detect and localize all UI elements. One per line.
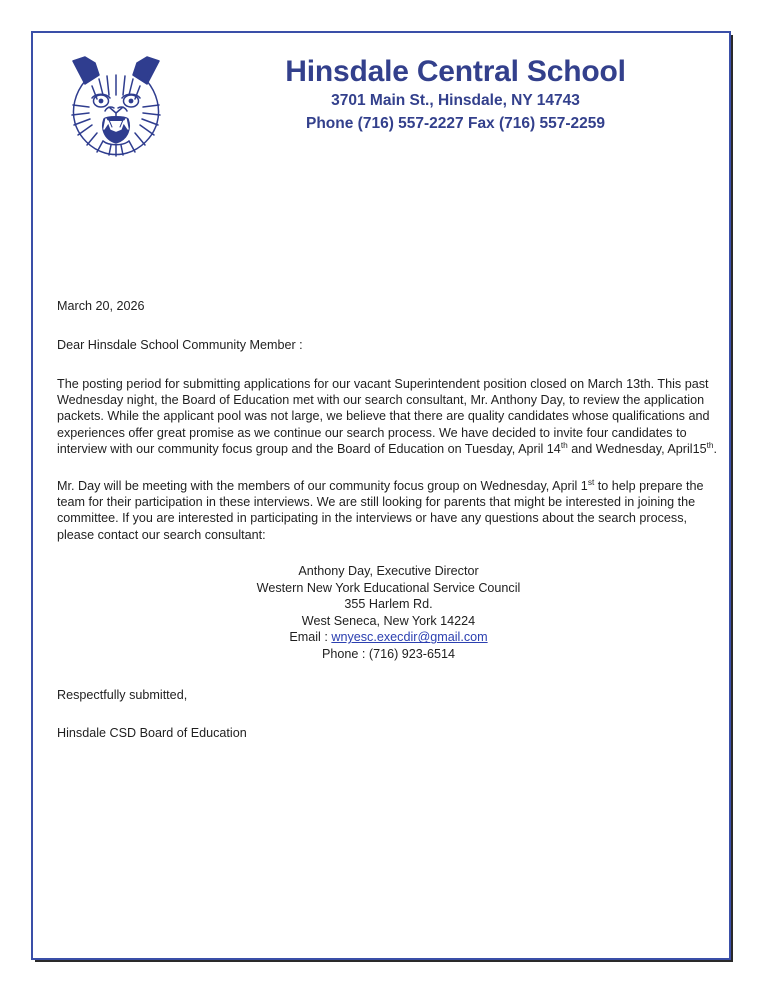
letter-salutation: Dear Hinsdale School Community Member : [57, 338, 303, 353]
consultant-name-title: Anthony Day, Executive Director [298, 563, 479, 578]
letter-closing: Respectfully submitted, [57, 687, 188, 702]
email-label: Email : [289, 630, 332, 645]
paragraph-2-text-part-1: Mr. Day will be meeting with the members of our community focus group on Wednesday, April 1 [57, 478, 588, 493]
consultant-email-link[interactable]: wnyesc.execdir@gmail.com [331, 630, 488, 645]
consultant-organization: Western New York Educational Service Council [256, 580, 521, 595]
consultant-phone: Phone : (716) 923-6514 [321, 647, 456, 661]
paragraph-1-text-part-2: and Wednesday, April15 [567, 442, 707, 457]
consultant-contact-block [57, 563, 720, 663]
paragraph-1-text-part-1: The posting period for submitting applications for our vacant Superintendent position closed on March 13th. This past Wednesday night, the Board of Education met with our search consultant, Mr. Anthony Day, to review the application packets. While the applicant pool was not large, we believe that there are quality candidates whose qualifications and experiences offer great promise as we continue our search process. We have decided to invite four candidates to interview with our community focus group and the Board of Education on Tuesday, April 14 [57, 376, 710, 457]
paragraph-1-text-part-3: . [713, 442, 718, 457]
paragraph-2-text-part-2: to help prepare the team for their participation in these interviews. We are still looking for parents that might be interested in joining the committee. If you are interested in participating in the interviews or have any questions about the search process, please contact our search consultant: [57, 478, 704, 542]
school-phone-fax: Phone (716) 557-2227 Fax (716) 557-2259 [306, 114, 605, 132]
letter-body [57, 298, 720, 741]
letterhead-text [193, 55, 718, 135]
school-address: 3701 Main St., Hinsdale, NY 14743 [331, 91, 580, 109]
letter-paragraph-1 [57, 376, 720, 458]
paragraph-1-ordinal-suffix-1: th [560, 439, 568, 450]
paragraph-1-ordinal-suffix-2: th [706, 439, 714, 450]
school-name: Hinsdale Central School [285, 55, 626, 88]
letter-date: March 20, 2026 [57, 299, 145, 313]
page-border-frame [31, 31, 731, 960]
letter-signature: Hinsdale CSD Board of Education [57, 725, 247, 740]
consultant-email-line [57, 629, 720, 646]
paragraph-2-ordinal-suffix: st [587, 476, 595, 487]
letter-paragraph-2 [57, 478, 720, 543]
consultant-city-state-zip: West Seneca, New York 14224 [301, 613, 476, 628]
letterhead [33, 43, 733, 173]
consultant-street-address: 355 Harlem Rd. [344, 597, 433, 612]
bobcat-mascot-icon [59, 51, 173, 159]
